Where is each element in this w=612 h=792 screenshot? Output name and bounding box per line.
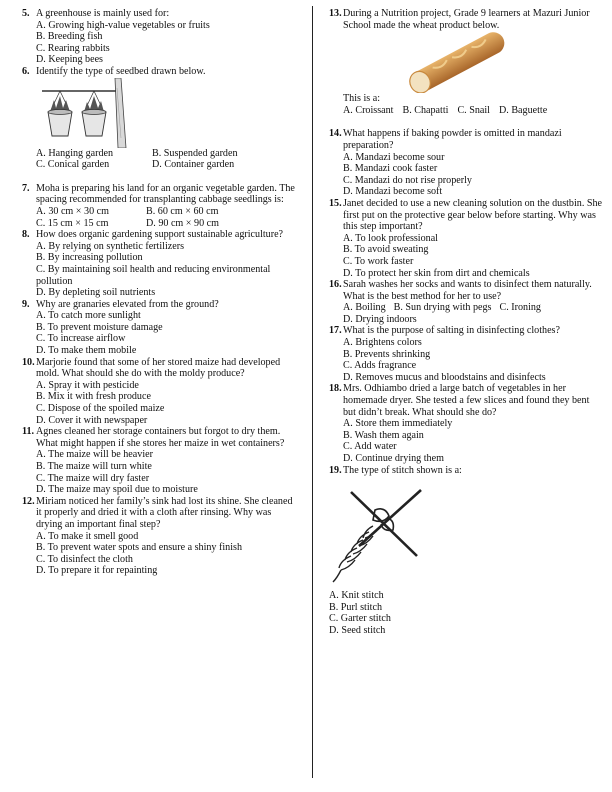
question-8 [22,229,300,299]
option-d[interactable]: D. Container garden [152,159,235,171]
question-number: 15. [329,197,342,209]
question-stem: During a Nutrition project, Grade 9 learners at Mazuri Junior School made the wheat product below. [343,8,590,31]
option-c[interactable]: C. Add water [343,441,397,453]
option-d[interactable]: D. Mandazi become soft [343,186,443,198]
question-stem: What is the purpose of salting in disinfecting clothes? [343,325,560,337]
option-b[interactable]: B. Suspended garden [152,147,238,159]
question-13 [329,8,604,116]
option-b[interactable]: B. To avoid sweating [343,244,429,256]
option-d[interactable]: D. To prepare it for repainting [36,565,158,577]
question-stem: Miriam noticed her family’s sink had lost its shine. She cleaned it properly and dried it with a cloth after rinsing. Why was drying an important final step? [36,495,293,530]
question-number: 12. [22,495,35,507]
question-number: 11. [22,426,35,438]
option-d[interactable]: D. Continue drying them [343,453,444,464]
option-d[interactable]: D. Removes mucus and bloodstains and disinfects [343,371,546,383]
option-c[interactable]: C. To increase airflow [36,333,126,345]
option-d[interactable]: D. Keeping bees [36,54,103,66]
question-number: 19. [329,464,342,476]
option-a[interactable]: A. By relying on synthetic fertilizers [36,240,185,252]
question-14 [329,128,604,198]
question-10 [22,357,300,427]
question-17 [329,325,604,383]
knitting-needles-icon [329,486,439,586]
option-a[interactable]: A. Boiling [343,302,386,314]
question-number: 6. [22,65,30,77]
option-c[interactable]: C. Snail [457,104,490,116]
option-a[interactable]: A. The maize will be heavier [36,449,153,461]
option-a[interactable]: A. To look professional [343,232,438,244]
option-d[interactable]: D. By depleting soil nutrients [36,287,156,299]
option-c[interactable]: C. 15 cm × 15 cm [36,217,109,229]
question-number: 13. [329,8,342,19]
question-16 [329,279,604,325]
option-c[interactable]: C. To disinfect the cloth [36,553,133,565]
option-b[interactable]: B. Breeding fish [36,31,103,43]
option-b[interactable]: B. To prevent water spots and ensure a shiny finish [36,542,242,554]
option-b[interactable]: B. By increasing pollution [36,252,143,264]
question-number: 8. [22,229,30,241]
question-stem: Agnes cleaned her storage containers but forgot to dry them. What might happen if she stores her maize in wet containers? [36,426,285,449]
option-b[interactable]: B. Mix it with fresh produce [36,391,151,403]
left-column [22,8,300,577]
question-stem: Janet decided to use a new cleaning solution on the dustbin. She first put on the protective gear below before starting. Why was this step important? [343,197,603,233]
option-d[interactable]: D. Seed stitch [329,624,386,636]
option-a[interactable]: A. Knit stitch [329,590,384,602]
option-c[interactable]: C. Mandazi do not rise properly [343,174,472,186]
question-number: 9. [22,298,30,310]
column-divider [312,6,313,778]
option-b[interactable]: B. 60 cm × 60 cm [146,205,219,217]
question-number: 7. [22,182,30,194]
question-lead: This is a: [343,93,381,105]
question-12 [22,496,300,577]
question-15 [329,198,604,279]
spacer [22,171,300,183]
option-a[interactable]: A. Spray it with pesticide [36,379,139,391]
option-c[interactable]: C. The maize will dry faster [36,472,150,484]
question-number: 10. [22,356,35,368]
option-d[interactable]: D. 90 cm × 90 cm [146,217,219,229]
question-stem: What happens if baking powder is omitted in mandazi preparation? [343,128,562,151]
right-column [329,8,604,637]
option-a[interactable]: A. Brightens colors [343,337,422,349]
question-stem: Marjorie found that some of her stored maize had developed mold. What should she do with the moldy produce? [36,356,281,380]
question-11 [22,426,300,496]
question-stem: Moha is preparing his land for an organic vegetable garden. The spacing recommended for transplanting cabbage seedlings is: [36,182,295,206]
option-a[interactable]: A. To make it smell good [36,530,139,542]
option-b[interactable]: B. Mandazi cook faster [343,163,438,175]
option-a[interactable]: A. Hanging garden [36,147,114,159]
option-b[interactable]: B. Purl stitch [329,601,382,613]
option-d[interactable]: D. To make them mobile [36,345,137,357]
question-number: 16. [329,279,342,291]
option-c[interactable]: C. Garter stitch [329,613,391,625]
question-19 [329,465,604,637]
question-number: 14. [329,128,342,140]
option-a[interactable]: A. Mandazi become sour [343,151,445,163]
option-b[interactable]: B. Prevents shrinking [343,348,431,360]
option-a[interactable]: A. To catch more sunlight [36,310,141,322]
question-stem: Identify the type of seedbed drawn below. [36,65,206,77]
question-number: 17. [329,325,342,337]
question-number: 5. [22,8,30,19]
option-d[interactable]: D. Drying indoors [343,313,417,325]
option-d[interactable]: D. To protect her skin from dirt and chemicals [343,267,530,279]
baguette-bread-icon [383,31,533,93]
option-c[interactable]: C. Dispose of the spoiled maize [36,403,165,415]
question-6 [22,66,300,171]
option-c[interactable]: C. Rearing rabbits [36,42,110,54]
hanging-garden-illustration-icon [36,78,136,148]
spacer [329,116,604,128]
option-c[interactable]: C. By maintaining soil health and reducing environmental pollution [36,263,271,287]
option-b[interactable]: B. Sun drying with pegs [393,302,492,314]
option-c[interactable]: C. Conical garden [36,159,110,171]
question-7 [22,183,300,229]
question-stem: A greenhouse is mainly used for: [36,8,170,19]
option-c[interactable]: C. Adds fragrance [343,360,417,372]
option-a[interactable]: A. Store them immediately [343,418,453,430]
question-stem: Why are granaries elevated from the ground? [36,298,219,310]
option-c[interactable]: C. To work faster [343,255,414,267]
option-b[interactable]: B. Chapatti [402,104,449,116]
option-a[interactable]: A. Croissant [343,104,394,116]
option-b[interactable]: B. To prevent moisture damage [36,321,163,333]
question-9 [22,299,300,357]
option-d[interactable]: D. The maize may spoil due to moisture [36,484,198,496]
question-number: 18. [329,383,342,395]
question-stem: Sarah washes her socks and wants to disinfect them naturally. What is the best method for her to use? [343,279,592,302]
option-d[interactable]: D. Cover it with newspaper [36,414,148,426]
option-b[interactable]: B. Wash them again [343,429,424,441]
option-d[interactable]: D. Baguette [498,104,548,116]
option-b[interactable]: B. The maize will turn white [36,461,152,472]
question-stem: The type of stitch shown is a: [343,464,462,476]
question-stem: Mrs. Odhiambo dried a large batch of vegetables in her homemade dryer. She tested a few slices and found they bent but didn’t break. What should she do? [343,383,590,418]
question-5 [22,8,300,66]
option-a[interactable]: A. Growing high-value vegetables or fruits [36,19,210,31]
question-18 [329,383,604,464]
option-a[interactable]: A. 30 cm × 30 cm [36,205,109,217]
question-stem: How does organic gardening support sustainable agriculture? [36,229,284,241]
option-c[interactable]: C. Ironing [499,302,541,314]
